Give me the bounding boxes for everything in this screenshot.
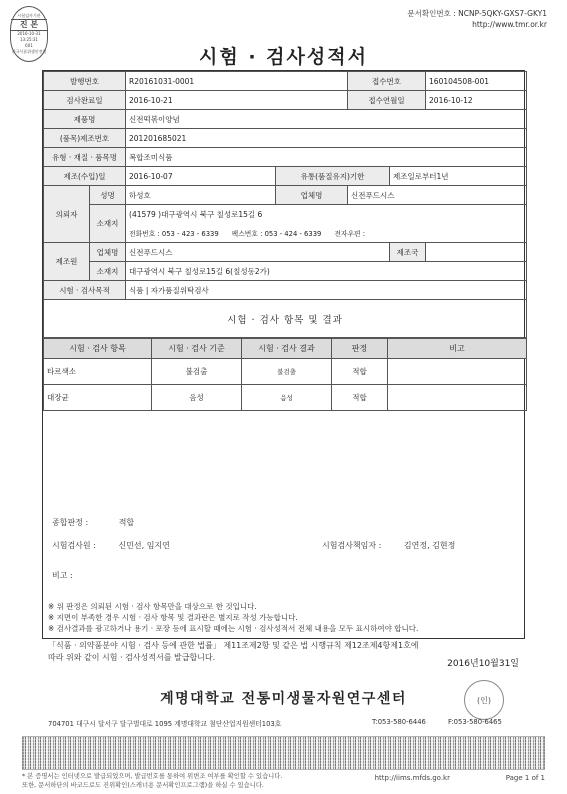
legal-basis — [48, 640, 419, 664]
maker-country-label: 제조국 — [390, 243, 426, 262]
purpose: 식품 | 자가품질위탁검사 — [126, 281, 527, 300]
footer-url[interactable]: http://iims.mfds.go.kr — [374, 774, 450, 782]
legal-basis-line1: 「식품 · 의약품분야 시험 · 검사 등에 관한 법률」 제11조제2항 및 같은 법 시행규칙 제12조제4항제1호에 — [48, 641, 419, 650]
notes — [48, 601, 418, 634]
official-stamp: (인) — [464, 680, 504, 720]
phone-label: 전화번호 : — [129, 229, 160, 238]
col-header-item: 시험 · 검사 항목 — [44, 339, 152, 359]
client-company: 신전푸드시스 — [348, 186, 527, 205]
fax: 053 - 424 - 6339 — [264, 229, 322, 238]
maker-address-label: 소재지 — [90, 262, 126, 281]
product-label: 제품명 — [44, 110, 126, 129]
col-header-result: 시험 · 검사 결과 — [242, 339, 332, 359]
manager-names: 김연정, 김현정 — [403, 541, 456, 550]
manager — [322, 540, 455, 551]
complete-date: 2016-10-21 — [126, 91, 348, 110]
receipt-no: 160104508-001 — [426, 72, 527, 91]
seal-time: 13:25:31 — [20, 37, 38, 42]
table-row — [44, 385, 527, 411]
barcode-overlay — [22, 736, 545, 770]
footer-line2: 또한, 문서하단의 바코드로도 진위확인(스캐너용 문서확인프로그램)을 하실 수 있습니다. — [22, 782, 264, 789]
row-result: 음성 — [242, 385, 332, 411]
mfg-date: 2016-10-07 — [126, 167, 276, 186]
confirmation-url[interactable]: http://www.tmr.or.kr — [472, 20, 547, 29]
seal-date: 2016-10-31 — [17, 31, 41, 36]
footer — [22, 772, 545, 790]
results-section-title: 시험 · 검사 항목 및 결과 — [44, 300, 527, 338]
purpose-label: 시험 · 검사목적 — [44, 281, 126, 300]
header-table — [43, 71, 527, 338]
client-address: (41579 )대구광역시 북구 칠성로15길 6 — [126, 205, 527, 224]
mfg-no: 201201685021 — [126, 129, 527, 148]
inspector-label: 시험검사원 : — [52, 541, 96, 550]
manager-label: 시험검사책임자 : — [322, 541, 382, 550]
complete-date-label: 검사완료일 — [44, 91, 126, 110]
overall-verdict-value: 적합 — [118, 518, 135, 527]
fax-label: 팩스번호 : — [231, 229, 263, 238]
institution-tel: T:053-580-6446 — [372, 718, 426, 726]
note-line: ※ 위 판정은 의뢰된 시험 · 검사 항목만을 대상으로 한 것입니다. — [48, 602, 257, 611]
client-name: 하성호 — [126, 186, 276, 205]
expiry-label: 유통(품질유지)기한 — [276, 167, 390, 186]
row-standard: 불검출 — [152, 359, 242, 385]
row-verdict: 적합 — [332, 385, 388, 411]
client-name-label: 성명 — [90, 186, 126, 205]
row-item: 대장균 — [44, 385, 152, 411]
client-contact — [126, 224, 527, 243]
receipt-date-label: 접수연월일 — [348, 91, 426, 110]
type-label: 유형 · 재질 · 품목명 — [44, 148, 126, 167]
col-header-verdict: 판정 — [332, 339, 388, 359]
document-title: 시험 · 검사성적서 — [199, 46, 368, 68]
remark — [52, 570, 73, 581]
mfg-no-label: (품목)제조번호 — [44, 129, 126, 148]
row-item: 타르색소 — [44, 359, 152, 385]
seal-main-text: 진 본 — [11, 19, 47, 31]
issue-date: 2016년10월31일 — [447, 659, 519, 669]
col-header-standard: 시험 · 검사 기준 — [152, 339, 242, 359]
inspector — [52, 540, 170, 551]
col-header-note: 비고 — [388, 339, 527, 359]
issue-no-label: 발행번호 — [44, 72, 126, 91]
maker-label: 제조원 — [44, 243, 90, 281]
maker-company-label: 업체명 — [90, 243, 126, 262]
footer-line1: * 본 증명서는 인터넷으로 발급되었으며, 발급번호를 통하여 위변조 여부를 확인할 수 있습니다. — [22, 773, 283, 780]
overall-verdict — [52, 517, 134, 528]
phone: 053 - 423 - 6339 — [161, 229, 219, 238]
confirmation-number: 문서확인번호 : NCNP-5QKY-GXS7-GKY1 — [407, 9, 547, 18]
institution-address: 704701 대구시 달서구 달구벌대로 1095 계명대학교 첨단산업지원센터103호 — [48, 720, 282, 728]
note-line: ※ 지면이 부족한 경우 시험 · 검사 항목 및 결과란은 별지로 작성 가능합니다. — [48, 613, 298, 622]
client-company-label: 업체명 — [276, 186, 348, 205]
institution-fax: F:053-580-6465 — [448, 718, 502, 726]
maker-company: 신전푸드시스 — [126, 243, 390, 262]
client-address-label: 소재지 — [90, 205, 126, 243]
row-verdict: 적합 — [332, 359, 388, 385]
seal-bottom-text: 한국식품위생안전원 — [11, 49, 47, 54]
results-table — [43, 338, 527, 411]
inspector-names: 신민선, 임지연 — [118, 541, 170, 550]
product-type: 복합조미식품 — [126, 148, 527, 167]
note-line: ※ 검사결과를 광고하거나 용기 · 포장 등에 표시할 때에는 시험 · 검사성적서 전체 내용을 모두 표시하여야 합니다. — [48, 624, 419, 633]
row-note — [388, 385, 527, 411]
table-row — [44, 359, 527, 385]
legal-basis-line2: 따라 위와 같이 시험 · 검사성적서를 발급합니다. — [48, 653, 216, 662]
receipt-date: 2016-10-12 — [426, 91, 527, 110]
mfg-date-label: 제조(수입)일 — [44, 167, 126, 186]
row-note — [388, 359, 527, 385]
maker-address: 대구광역시 북구 칠성로15길 6(칠성동2가) — [126, 262, 527, 281]
issuing-institution: 계명대학교 전통미생물자원연구센터 — [160, 691, 407, 707]
row-standard: 음성 — [152, 385, 242, 411]
certificate-frame — [42, 70, 525, 639]
client-label: 의뢰자 — [44, 186, 90, 243]
expiry: 제조일로부터1년 — [390, 167, 527, 186]
receipt-no-label: 접수번호 — [348, 72, 426, 91]
page-number: Page 1 of 1 — [505, 774, 545, 782]
document-confirmation — [407, 8, 547, 30]
row-result: 불검출 — [242, 359, 332, 385]
overall-verdict-label: 종합판정 : — [52, 518, 89, 527]
maker-country — [426, 243, 527, 262]
issue-no: R20161031-0001 — [126, 72, 348, 91]
seal-code: 601 — [25, 43, 33, 48]
remark-label: 비고 : — [52, 571, 73, 580]
product-name: 신전떡볶이양념 — [126, 110, 527, 129]
seal-top-text: 시험검사기관 — [17, 13, 41, 18]
email-label: 전자우편 : — [334, 229, 366, 238]
